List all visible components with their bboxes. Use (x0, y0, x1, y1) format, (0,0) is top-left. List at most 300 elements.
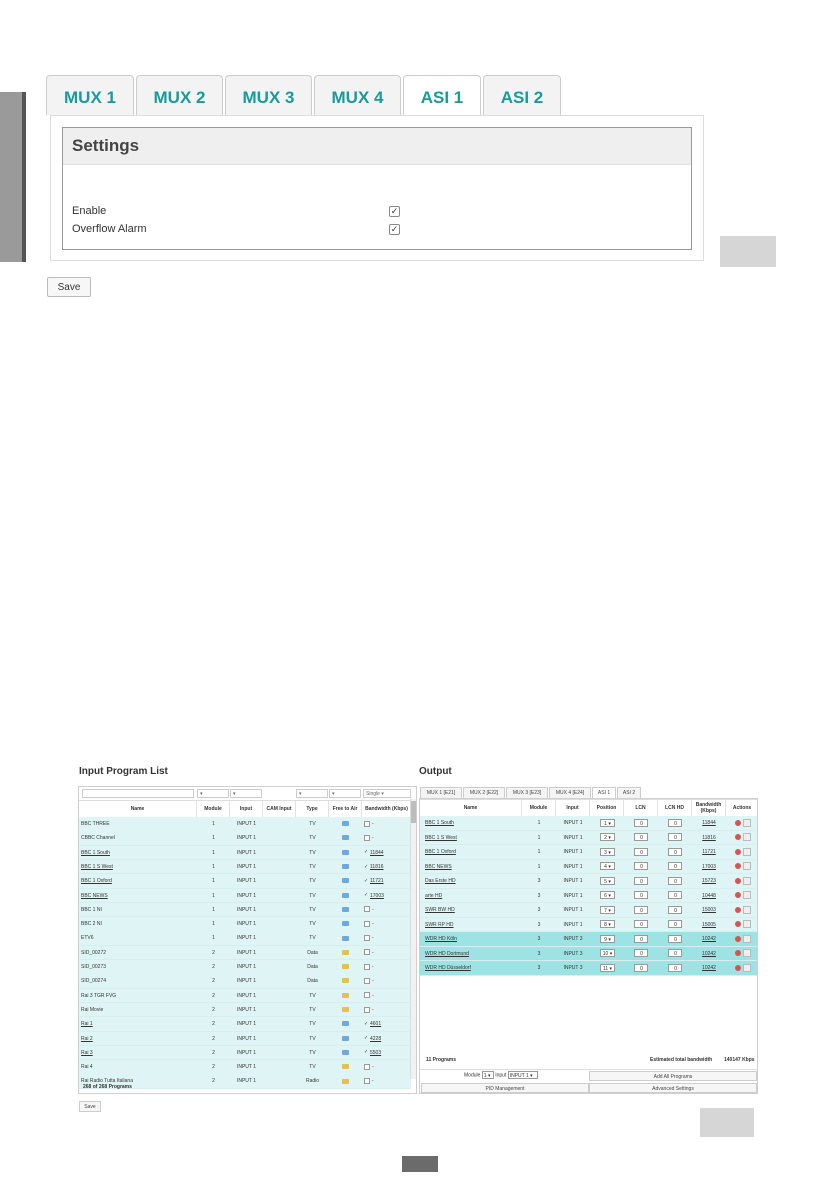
input-col-header[interactable]: Name (79, 801, 197, 817)
output-bandwidth[interactable]: 10242 (702, 950, 716, 957)
input-program-row[interactable] (79, 889, 411, 904)
program-input: INPUT 1 (236, 878, 257, 885)
lcn-hd-input[interactable]: 0 (668, 964, 682, 972)
program-checkbox[interactable] (364, 949, 370, 955)
input-program-row[interactable] (79, 946, 411, 961)
output-program-name[interactable]: BBC 1 S West (425, 834, 457, 841)
output-program-row[interactable] (420, 889, 758, 904)
fta-filter[interactable]: ▾ (329, 789, 361, 798)
program-module: 2 (212, 964, 215, 970)
edit-icon[interactable] (743, 833, 751, 841)
program-name: BBC 2 NI (81, 921, 102, 928)
fta-cell (329, 960, 362, 974)
lcn-hd-input[interactable]: 0 (668, 906, 682, 914)
output-input: INPUT 1 (563, 907, 583, 913)
input-program-row[interactable] (79, 831, 411, 846)
output-tab[interactable]: ASI 2 (617, 787, 641, 798)
bandwidth-value[interactable]: 17003 (370, 892, 384, 899)
module-filter[interactable]: ▾ (197, 789, 229, 798)
tv-icon (342, 1036, 349, 1041)
lcn-hd-cell (658, 874, 692, 888)
position-select[interactable]: 9 ▾ (600, 935, 615, 943)
program-checkbox[interactable] (364, 906, 370, 912)
input-program-row[interactable] (79, 1003, 411, 1018)
fta-cell (329, 1032, 362, 1046)
lcn-hd-input[interactable]: 0 (668, 848, 682, 856)
program-type: Data (307, 978, 318, 985)
output-tab[interactable]: MUX 1 [E21] (420, 787, 462, 798)
lcn-hd-cell (658, 860, 692, 874)
lcn-input[interactable]: 0 (634, 862, 648, 870)
input-col-header[interactable]: Type (296, 801, 329, 817)
output-tab[interactable]: ASI 1 (592, 787, 616, 798)
lcn-hd-input[interactable]: 0 (668, 833, 682, 841)
lcn-hd-input[interactable]: 0 (668, 920, 682, 928)
input-program-row[interactable] (79, 931, 411, 946)
lock-icon (342, 950, 349, 955)
tab-mux-3[interactable]: MUX 3 (225, 75, 312, 115)
output-program-row[interactable] (420, 860, 758, 875)
tv-icon (342, 864, 349, 869)
output-program-name[interactable]: SWR RP HD (425, 921, 454, 928)
remove-icon[interactable] (735, 921, 741, 927)
bandwidth-cell (362, 903, 412, 917)
program-module: 2 (212, 978, 215, 985)
position-cell (590, 903, 624, 917)
program-module: 2 (212, 1035, 215, 1042)
bandwidth-value: - (372, 964, 374, 970)
output-program-name[interactable]: WDR HD Dortmund (425, 950, 469, 957)
edit-icon[interactable] (743, 877, 751, 885)
program-type: TV (309, 835, 316, 842)
position-cell (590, 889, 624, 903)
output-program-row[interactable] (420, 918, 758, 933)
fta-cell (329, 1074, 362, 1088)
program-checkbox[interactable]: ✓ (364, 1049, 369, 1056)
lcn-cell (624, 961, 658, 975)
position-cell (590, 961, 624, 975)
bandwidth-cell (362, 889, 412, 903)
output-bandwidth[interactable]: 11816 (702, 834, 716, 841)
input-program-row[interactable] (79, 846, 411, 861)
program-input: INPUT 1 (236, 863, 257, 870)
position-select[interactable]: 4 ▾ (600, 862, 615, 870)
output-module: 3 (537, 878, 541, 884)
program-input: INPUT 1 (236, 1078, 257, 1085)
lcn-hd-cell (658, 831, 692, 845)
program-name: SID_00274 (81, 978, 107, 985)
lcn-input[interactable]: 0 (634, 906, 648, 914)
position-select[interactable]: 3 ▾ (600, 848, 615, 856)
output-bandwidth[interactable]: 15723 (702, 878, 716, 884)
program-module: 2 (212, 1064, 215, 1071)
output-input: INPUT 3 (563, 936, 583, 942)
output-header-row (420, 799, 758, 817)
position-select[interactable]: 1 ▾ (600, 819, 615, 827)
program-input: INPUT 1 (236, 821, 257, 827)
remove-icon[interactable] (735, 907, 741, 913)
output-program-row[interactable] (420, 961, 758, 976)
input-filter[interactable]: ▾ (230, 789, 262, 798)
program-module: 2 (212, 1021, 215, 1028)
lcn-input[interactable]: 0 (634, 848, 648, 856)
input-program-row[interactable] (79, 1017, 411, 1032)
lcn-cell (624, 860, 658, 874)
actions-cell (726, 932, 758, 946)
output-program-row[interactable] (420, 845, 758, 860)
lcn-hd-cell (658, 947, 692, 961)
lcn-input[interactable]: 0 (634, 877, 648, 885)
side-strip (0, 92, 26, 262)
remove-icon[interactable] (735, 878, 741, 884)
actions-cell (726, 831, 758, 845)
bandwidth-value: - (372, 992, 374, 999)
program-name[interactable]: Rai 2 (81, 1035, 93, 1042)
input-col-header[interactable]: Free to Air (329, 801, 362, 817)
enable-checkbox[interactable]: ✓ (390, 206, 399, 216)
output-module: 1 (537, 863, 541, 870)
position-cell (590, 845, 624, 859)
output-tab[interactable]: MUX 3 [E23] (506, 787, 548, 798)
program-module: 1 (212, 878, 215, 885)
lcn-cell (624, 918, 658, 932)
fta-cell (329, 831, 362, 845)
type-filter[interactable]: ▾ (296, 789, 328, 798)
program-input: INPUT 1 (236, 1064, 257, 1071)
lcn-cell (624, 845, 658, 859)
input-select[interactable]: INPUT 1 ▾ (508, 1071, 538, 1079)
output-program-name[interactable]: BBC NEWS (425, 863, 452, 870)
program-module: 1 (212, 835, 215, 842)
lcn-hd-input[interactable]: 0 (668, 819, 682, 827)
input-program-row[interactable] (79, 917, 411, 932)
output-program-name[interactable]: WDR HD Köln (425, 936, 457, 942)
bandwidth-cell (362, 846, 412, 860)
program-checkbox[interactable]: ✓ (364, 1035, 369, 1042)
edit-icon[interactable] (743, 862, 751, 870)
input-program-row[interactable] (79, 989, 411, 1004)
output-tab[interactable]: MUX 2 [E22] (463, 787, 505, 798)
remove-icon[interactable] (735, 936, 741, 942)
program-name[interactable]: Rai 3 (81, 1049, 93, 1056)
remove-icon[interactable] (735, 849, 741, 855)
program-checkbox[interactable]: ✓ (364, 849, 369, 856)
program-module: 2 (212, 1078, 215, 1085)
actions-cell (726, 816, 758, 830)
lock-icon (342, 1064, 349, 1069)
program-checkbox[interactable] (364, 978, 370, 984)
output-bandwidth[interactable]: 15005 (702, 921, 716, 928)
edit-icon[interactable] (743, 891, 751, 899)
output-input: INPUT 1 (563, 820, 583, 826)
output-program-row[interactable] (420, 874, 758, 889)
remove-icon[interactable] (735, 820, 741, 826)
program-input: INPUT 1 (236, 1049, 257, 1056)
program-type: TV (309, 849, 316, 856)
tv-icon (342, 1021, 349, 1026)
program-checkbox[interactable]: ✓ (364, 892, 369, 899)
remove-icon[interactable] (735, 834, 741, 840)
bandwidth-value[interactable]: 4228 (370, 1035, 382, 1042)
program-name: ETV6 (81, 935, 94, 942)
output-program-row[interactable] (420, 947, 758, 962)
fta-cell (329, 1003, 362, 1017)
output-input: INPUT 3 (563, 965, 583, 971)
bandwidth-value[interactable]: 5503 (370, 1049, 382, 1056)
scrollbar-thumb[interactable] (411, 801, 416, 823)
output-program-name[interactable]: Das Erste HD (425, 878, 456, 884)
output-bandwidth[interactable]: 10242 (702, 936, 716, 942)
input-col-header[interactable]: CAM Input (263, 801, 296, 817)
bandwidth-cell (362, 1003, 412, 1017)
program-input: INPUT 1 (236, 949, 257, 956)
output-col-header: Bandwidth (Kbps) (692, 800, 726, 816)
tab-mux-1[interactable]: MUX 1 (46, 75, 134, 115)
program-input: INPUT 1 (236, 978, 257, 985)
bandwidth-cell (362, 989, 412, 1003)
lcn-hd-input[interactable]: 0 (668, 891, 682, 899)
bandwidth-value: - (372, 921, 374, 928)
bandwidth-cell (362, 917, 412, 931)
bandwidth-cell (362, 931, 412, 945)
bandwidth-value[interactable]: 11816 (370, 863, 384, 870)
lcn-hd-cell (658, 932, 692, 946)
lcn-hd-input[interactable]: 0 (668, 862, 682, 870)
lcn-cell (624, 816, 658, 830)
program-checkbox[interactable] (364, 964, 370, 970)
fta-cell (329, 1046, 362, 1060)
input-program-row[interactable] (79, 974, 411, 989)
program-checkbox[interactable] (364, 835, 370, 841)
program-name[interactable]: BBC 1 South (81, 849, 110, 856)
input-program-row[interactable] (79, 860, 411, 875)
position-select[interactable]: 6 ▾ (600, 891, 615, 899)
output-title: Output (419, 766, 452, 777)
lcn-input[interactable]: 0 (634, 949, 648, 957)
lcn-input[interactable]: 0 (634, 935, 648, 943)
program-name: Rai Radio Tutta Italiana (81, 1078, 133, 1085)
output-bandwidth[interactable]: 10242 (702, 965, 716, 971)
save-button[interactable]: Save (47, 277, 91, 297)
lcn-hd-cell (658, 961, 692, 975)
tv-icon (342, 907, 349, 912)
output-bandwidth[interactable]: 10448 (702, 892, 716, 899)
bandwidth-value: - (372, 935, 374, 942)
position-select[interactable]: 7 ▾ (600, 906, 615, 914)
program-type: TV (309, 906, 316, 913)
position-cell (590, 932, 624, 946)
tab-asi-2[interactable]: ASI 2 (483, 75, 561, 115)
lcn-hd-input[interactable]: 0 (668, 949, 682, 957)
output-program-name[interactable]: WDR HD Düsseldorf (425, 965, 471, 971)
output-tab[interactable]: MUX 4 [E24] (549, 787, 591, 798)
input-program-row[interactable] (79, 1032, 411, 1047)
output-module: 3 (537, 892, 541, 899)
position-cell (590, 860, 624, 874)
lcn-cell (624, 903, 658, 917)
position-select[interactable]: 11 ▾ (600, 964, 615, 972)
bandwidth-value: - (372, 978, 374, 985)
edit-icon[interactable] (743, 949, 751, 957)
tab-mux-2[interactable]: MUX 2 (136, 75, 223, 115)
scrollbar[interactable] (410, 799, 416, 1079)
input-col-header[interactable]: Input (230, 801, 263, 817)
program-name: Rai 4 (81, 1064, 93, 1071)
bandwidth-value[interactable]: 11844 (370, 849, 384, 856)
edit-icon[interactable] (743, 848, 751, 856)
output-input: INPUT 1 (563, 863, 583, 870)
advanced-settings-button[interactable]: Advanced Settings (589, 1083, 757, 1093)
position-cell (590, 874, 624, 888)
output-program-name[interactable]: BBC 1 South (425, 820, 454, 826)
lcn-input[interactable]: 0 (634, 833, 648, 841)
lcn-hd-input[interactable]: 0 (668, 877, 682, 885)
output-program-name[interactable]: SWR BW HD (425, 907, 455, 913)
program-input: INPUT 1 (236, 921, 257, 928)
remove-icon[interactable] (735, 965, 741, 971)
bandwidth-cell (362, 1060, 412, 1074)
output-program-name[interactable]: BBC 1 Oxford (425, 849, 456, 855)
edit-icon[interactable] (743, 935, 751, 943)
program-checkbox[interactable] (364, 921, 370, 927)
program-checkbox[interactable] (364, 935, 370, 941)
program-name[interactable]: BBC 1 S West (81, 863, 113, 870)
program-type: TV (309, 892, 316, 899)
tv-icon (342, 921, 349, 926)
program-name[interactable]: Rai 1 (81, 1021, 93, 1028)
module-input-controls: Module 1 ▾ Input INPUT 1 ▾ (464, 1071, 538, 1079)
bandwidth-value: - (372, 1064, 374, 1071)
position-select[interactable]: 2 ▾ (600, 833, 615, 841)
input-program-row[interactable] (79, 874, 411, 889)
name-filter-input[interactable] (82, 789, 194, 798)
actions-cell (726, 889, 758, 903)
lock-icon (342, 964, 349, 969)
output-program-row[interactable] (420, 932, 758, 947)
output-program-row[interactable] (420, 903, 758, 918)
single-select[interactable]: Single ▾ (363, 789, 411, 798)
output-col-header: LCN (624, 800, 658, 816)
fta-cell (329, 889, 362, 903)
output-bandwidth[interactable]: 11844 (702, 820, 716, 826)
bandwidth-cell (362, 874, 412, 888)
lock-icon (342, 978, 349, 983)
output-col-header: Position (590, 800, 624, 816)
input-program-row[interactable] (79, 960, 411, 975)
program-input: INPUT 1 (236, 1035, 257, 1042)
overflow-alarm-checkbox[interactable]: ✓ (390, 224, 399, 234)
input-program-row[interactable] (79, 817, 411, 832)
bandwidth-value[interactable]: 11721 (370, 878, 384, 885)
program-checkbox[interactable]: ✓ (364, 1020, 369, 1027)
output-program-row[interactable] (420, 831, 758, 846)
fta-cell (329, 860, 362, 874)
input-col-header[interactable]: Bandwidth (Kbps) (362, 801, 412, 817)
edit-icon[interactable] (743, 920, 751, 928)
tab-mux-4[interactable]: MUX 4 (314, 75, 401, 115)
lcn-input[interactable]: 0 (634, 819, 648, 827)
program-input: INPUT 1 (236, 906, 257, 913)
program-name[interactable]: BBC NEWS (81, 892, 108, 899)
lcn-hd-cell (658, 903, 692, 917)
output-col-header: LCN HD (658, 800, 692, 816)
tv-icon (342, 878, 349, 883)
output-program-name[interactable]: arte HD (425, 892, 443, 899)
input-footer: 268 of 268 Programs (83, 1084, 132, 1090)
lcn-hd-input[interactable]: 0 (668, 935, 682, 943)
remove-icon[interactable] (735, 950, 741, 956)
position-select[interactable]: 8 ▾ (600, 920, 615, 928)
edit-icon[interactable] (743, 906, 751, 914)
input-col-header[interactable]: Module (197, 801, 230, 817)
program-checkbox[interactable] (364, 1078, 370, 1084)
output-bandwidth[interactable]: 15003 (702, 907, 716, 913)
lcn-input[interactable]: 0 (634, 920, 648, 928)
remove-icon[interactable] (735, 863, 741, 869)
program-module: 1 (212, 921, 215, 928)
tab-asi-1[interactable]: ASI 1 (403, 75, 481, 117)
position-select[interactable]: 5 ▾ (600, 877, 615, 885)
lcn-hd-cell (658, 889, 692, 903)
program-name[interactable]: BBC 1 Oxford (81, 878, 112, 885)
bandwidth-cell (362, 974, 412, 988)
fta-cell (329, 817, 362, 831)
program-checkbox[interactable] (364, 1007, 370, 1013)
lock-icon (342, 1007, 349, 1012)
module-select[interactable]: 1 ▾ (482, 1071, 494, 1079)
program-type: Data (307, 964, 318, 970)
output-input: INPUT 1 (563, 849, 583, 855)
output-input: INPUT 1 (563, 892, 583, 899)
settings-box (62, 127, 692, 250)
fta-cell (329, 903, 362, 917)
pid-management-button[interactable]: PID Management (421, 1083, 589, 1093)
bandwidth-cell (362, 817, 412, 831)
lcn-input[interactable]: 0 (634, 891, 648, 899)
edit-icon[interactable] (743, 819, 751, 827)
bandwidth-value[interactable]: 4601 (370, 1021, 382, 1028)
actions-cell (726, 961, 758, 975)
input-program-row[interactable] (79, 1046, 411, 1061)
output-bandwidth[interactable]: 11721 (702, 849, 716, 855)
output-program-row[interactable] (420, 816, 758, 831)
program-checkbox[interactable] (364, 992, 370, 998)
program-name: BBC 1 NI (81, 906, 102, 913)
program-checkbox[interactable]: ✓ (364, 863, 369, 870)
output-input: INPUT 1 (563, 878, 583, 884)
program-name: BBC THREE (81, 821, 110, 827)
program-checkbox[interactable] (364, 821, 370, 827)
screenshot-save-button[interactable]: Save (79, 1101, 101, 1112)
lcn-hd-cell (658, 816, 692, 830)
lcn-input[interactable]: 0 (634, 964, 648, 972)
output-module: 3 (537, 907, 541, 913)
settings-title: Settings (63, 128, 691, 165)
add-all-programs-button[interactable]: Add All Programs (589, 1071, 757, 1081)
position-select[interactable]: 10 ▾ (600, 949, 615, 957)
program-checkbox[interactable]: ✓ (364, 877, 369, 884)
program-checkbox[interactable] (364, 1064, 370, 1070)
input-header-row (79, 800, 411, 818)
edit-icon[interactable] (743, 964, 751, 972)
program-module: 1 (212, 892, 215, 899)
input-program-row[interactable] (79, 1060, 411, 1075)
gray-box-top (720, 236, 776, 267)
input-program-row[interactable] (79, 903, 411, 918)
output-bandwidth[interactable]: 17003 (702, 863, 716, 870)
remove-icon[interactable] (735, 892, 741, 898)
bandwidth-cell (362, 1074, 412, 1088)
